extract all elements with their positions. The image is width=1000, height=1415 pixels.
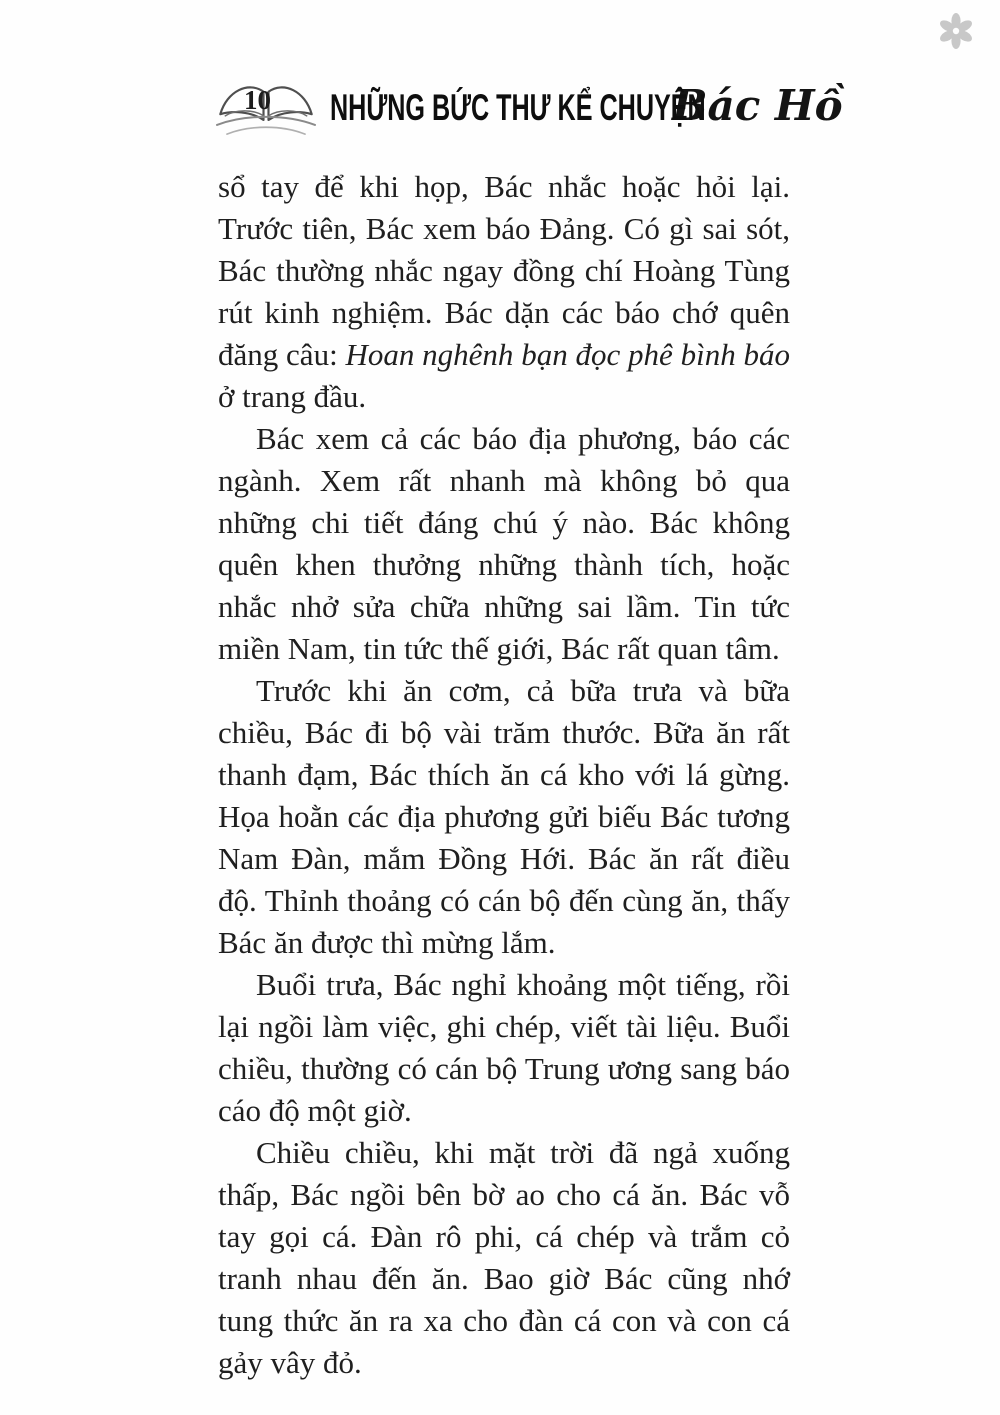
running-title: [330, 81, 843, 130]
paragraph-1-after: ở trang đầu.: [218, 379, 367, 414]
paragraph-4: Buổi trưa, Bác nghỉ khoảng một tiếng, rồi lại ngồi làm việc, ghi chép, viết tài liệu. Buổi chiều, thường có cán bộ Trung ương sang báo cáo độ một giờ.: [218, 967, 790, 1128]
open-book-icon: [212, 72, 320, 148]
paragraph-1: [218, 166, 790, 418]
page-body: [218, 166, 790, 1384]
running-title-script: Bác Hồ: [672, 80, 843, 130]
paragraph-3: Trước khi ăn cơm, cả bữa trưa và bữa chiều, Bác đi bộ vài trăm thước. Bữa ăn rất thanh đạm, Bác thích ăn cá kho với lá gừng. Họa hoằn các địa phương gửi biếu Bác tương Nam Đàn, mắm Đồng Hới. Bác ăn rất điều độ. Thỉnh thoảng có cán bộ đến cùng ăn, thấy Bác ăn được thì mừng lắm.: [218, 673, 790, 960]
paragraph-2: Bác xem cả các báo địa phương, báo các ngành. Xem rất nhanh mà không bỏ qua những chi tiết đáng chú ý nào. Bác không quên khen thưởng những thành tích, hoặc nhắc nhở sửa chữa những sai lầm. Tin tức miền Nam, tin tức thế giới, Bác rất quan tâm.: [218, 421, 790, 666]
paragraph-5: Chiều chiều, khi mặt trời đã ngả xuống thấp, Bác ngồi bên bờ ao cho cá ăn. Bác vỗ tay gọi cá. Đàn rô phi, cá chép và trắm cỏ tranh nhau đến ăn. Bao giờ Bác cũng nhớ tung thức ăn ra xa cho đàn cá con và con cá gảy vây đỏ.: [218, 1135, 790, 1380]
paragraph-1-text: sổ tay để khi họp, Bác nhắc hoặc hỏi lại. Trước tiên, Bác xem báo Đảng. Có gì sai sót, Bác thường nhắc ngay đồng chí Hoàng Tùng rút kinh nghiệm. Bác dặn các báo chớ quên đăng câu:: [218, 169, 790, 372]
flower-asterisk-icon: [937, 12, 975, 50]
page-header: [212, 70, 843, 150]
paragraph-1-italic-quote: Hoan nghênh bạn đọc phê bình báo: [345, 337, 791, 372]
running-title-main: NHỮNG BỨC THƯ KỂ CHUYỆN: [330, 86, 706, 128]
page-number: 10: [244, 85, 271, 115]
running-title-main-wrap: [330, 86, 706, 129]
